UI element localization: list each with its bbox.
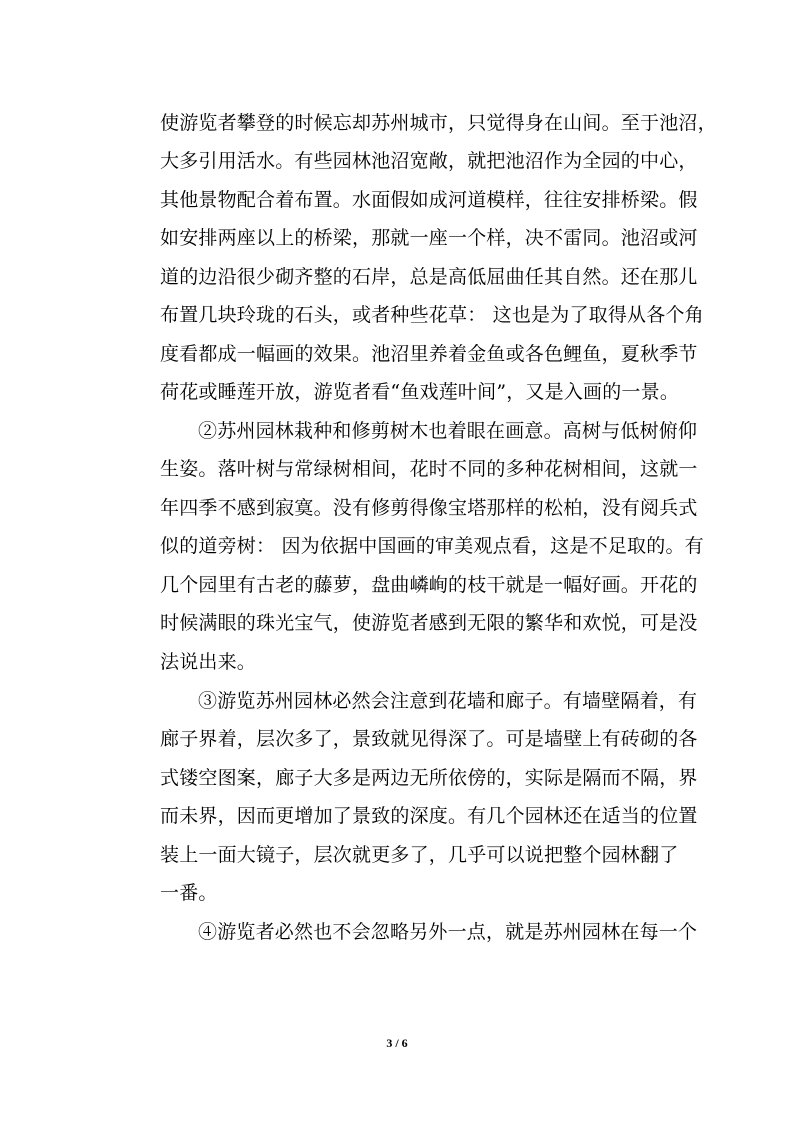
text-line: 年四季不感到寂寞。没有修剪得像宝塔那样的松柏，没有阅兵式 bbox=[160, 497, 698, 519]
text-line: 而未界，因而更增加了景致的深度。有几个园林还在适当的位置 bbox=[160, 805, 698, 827]
paragraph-start-line: ③游览苏州园林必然会注意到花墙和廊子。有墙壁隔着，有 bbox=[198, 690, 698, 712]
text-line: 布置几块玲珑的石头，或者种些花草： 这也是为了取得从各个角 bbox=[160, 304, 704, 326]
text-line: 道的边沿很少砌齐整的石岸，总是高低屈曲任其自然。还在那儿 bbox=[160, 266, 698, 288]
text-line: 生姿。落叶树与常绿树相间，花时不同的多种花树相间，这就一 bbox=[160, 458, 698, 480]
text-line: 廊子界着，层次多了，景致就见得深了。可是墙壁上有砖砌的各 bbox=[160, 728, 698, 750]
text-line: 装上一面大镜子，层次就更多了，几乎可以说把整个园林翻了 bbox=[160, 844, 679, 866]
text-line: 似的道旁树： 因为依据中国画的审美观点看，这是不足取的。有 bbox=[160, 535, 704, 557]
text-line: 荷花或睡莲开放，游览者看“鱼戏莲叶间”，又是入画的一景。 bbox=[160, 381, 680, 403]
text-line: 式镂空图案，廊子大多是两边无所依傍的，实际是隔而不隔，界 bbox=[160, 767, 698, 789]
text-line: 时候满眼的珠光宝气，使游览者感到无限的繁华和欢悦，可是没 bbox=[160, 612, 698, 634]
paragraph-start-line: ②苏州园林栽种和修剪树木也着眼在画意。高树与低树俯仰 bbox=[198, 420, 698, 442]
text-line: 法说出来。 bbox=[160, 651, 257, 673]
text-line: 其他景物配合着布置。水面假如成河道模样，往往安排桥梁。假 bbox=[160, 189, 698, 211]
text-line: 度看都成一幅画的效果。池沼里养着金鱼或各色鲤鱼，夏秋季节 bbox=[160, 343, 698, 365]
page-number: 3 / 6 bbox=[386, 1036, 408, 1050]
text-line: 使游览者攀登的时候忘却苏州城市，只觉得身在山间。至于池沼， bbox=[160, 112, 717, 134]
text-line: 大多引用活水。有些园林池沼宽敞，就把池沼作为全园的中心， bbox=[160, 150, 698, 172]
text-line: 几个园里有古老的藤萝，盘曲嶙峋的枝干就是一幅好画。开花的 bbox=[160, 574, 698, 596]
text-line: 一番。 bbox=[160, 882, 218, 904]
paragraph-start-line: ④游览者必然也不会忽略另外一点，就是苏州园林在每一个 bbox=[198, 921, 698, 943]
text-line: 如安排两座以上的桥梁，那就一座一个样，决不雷同。池沼或河 bbox=[160, 227, 698, 249]
